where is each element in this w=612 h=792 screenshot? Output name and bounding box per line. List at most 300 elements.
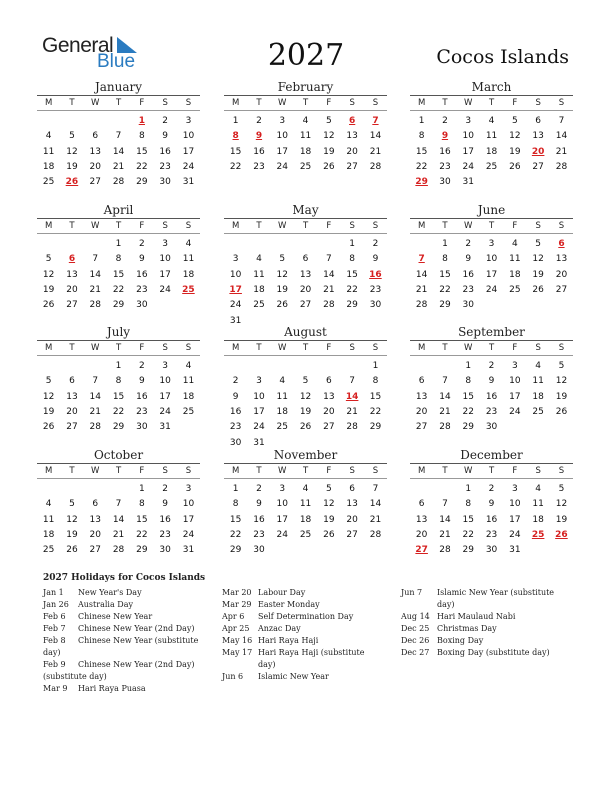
day-cell: 21: [323, 284, 335, 295]
holiday-day-cell: 6: [558, 239, 565, 249]
holiday-name: Self Determination Day: [258, 612, 354, 621]
weekday-header: S: [535, 343, 541, 353]
weekday-header: M: [417, 221, 426, 231]
day-cell: 21: [89, 284, 101, 295]
weekday-divider: [410, 233, 573, 234]
day-cell: 24: [253, 422, 265, 433]
day-cell: 23: [159, 161, 171, 172]
day-cell: 24: [509, 406, 521, 417]
holiday-day-cell: 20: [531, 146, 545, 157]
day-cell: 19: [323, 146, 335, 157]
day-cell: 31: [229, 315, 242, 326]
day-cell: 28: [415, 300, 428, 311]
day-cell: 26: [42, 422, 55, 433]
day-cell: 11: [253, 269, 265, 280]
weekday-header: S: [162, 466, 168, 476]
weekday-header: T: [69, 98, 75, 108]
day-cell: 4: [302, 484, 309, 494]
day-cell: 1: [465, 484, 472, 494]
day-cell: 11: [485, 131, 498, 142]
holiday-column: [401, 587, 573, 659]
calendar-year: 2027: [267, 38, 345, 73]
day-cell: 18: [485, 146, 498, 157]
day-cell: 9: [162, 131, 169, 142]
weekday-header: W: [91, 466, 100, 476]
holiday-entry: [43, 683, 203, 695]
day-cell: 6: [349, 484, 356, 494]
holiday-date: May 17: [222, 648, 253, 657]
day-cell: 11: [532, 376, 544, 387]
holiday-entry: [222, 647, 382, 671]
weekday-header: F: [139, 221, 145, 231]
day-cell: 20: [346, 514, 358, 525]
day-cell: 22: [229, 161, 242, 172]
weekday-header: T: [69, 466, 75, 476]
month-name: February: [277, 80, 334, 94]
day-cell: 18: [299, 514, 312, 525]
day-cell: 22: [346, 284, 358, 295]
day-cell: 3: [185, 116, 192, 126]
day-cell: 28: [346, 422, 358, 433]
day-cell: 1: [465, 361, 472, 371]
weekday-header: W: [91, 343, 100, 353]
weekday-header: T: [302, 221, 309, 231]
day-cell: 28: [89, 422, 101, 433]
weekday-header: S: [349, 98, 355, 108]
day-cell: 18: [299, 146, 312, 157]
weekday-divider: [37, 233, 200, 234]
day-cell: 10: [462, 131, 474, 142]
day-cell: 23: [229, 422, 242, 433]
day-cell: 1: [115, 361, 122, 371]
holiday-date: Feb 8: [43, 636, 66, 645]
day-cell: 18: [182, 269, 195, 280]
holiday-name: New Year's Day: [78, 588, 142, 597]
weekday-header: F: [139, 98, 145, 108]
holiday-name: Chinese New Year: [78, 612, 153, 621]
weekday-header: M: [44, 98, 53, 108]
day-cell: 17: [159, 391, 171, 402]
weekday-header: M: [44, 466, 53, 476]
day-cell: 16: [485, 514, 498, 525]
day-cell: 5: [302, 376, 309, 387]
day-cell: 28: [112, 545, 125, 556]
day-cell: 16: [253, 146, 265, 157]
day-cell: 17: [462, 146, 474, 157]
day-cell: 16: [159, 146, 171, 157]
weekday-divider: [37, 478, 200, 479]
day-cell: 23: [485, 529, 498, 540]
holiday-entry: [222, 599, 382, 611]
holiday-name: Chinese New Year (2nd Day): [78, 660, 195, 669]
holiday-day-cell: 8: [232, 131, 239, 142]
holiday-day-cell: 25: [182, 284, 195, 295]
month-name: May: [292, 203, 319, 217]
day-cell: 30: [439, 177, 451, 188]
day-cell: 2: [138, 239, 145, 249]
day-cell: 10: [509, 499, 521, 510]
holiday-date: Feb 9: [43, 660, 66, 669]
day-cell: 2: [162, 116, 169, 126]
holiday-day-cell: 25: [531, 529, 545, 540]
day-cell: 14: [369, 131, 382, 142]
day-cell: 13: [89, 146, 101, 157]
holiday-date: May 16: [222, 636, 253, 645]
day-cell: 15: [369, 391, 382, 402]
day-cell: 15: [112, 269, 125, 280]
day-cell: 8: [138, 499, 145, 510]
day-cell: 26: [299, 422, 312, 433]
month-divider: [410, 463, 573, 464]
day-cell: 13: [66, 391, 78, 402]
weekday-header: T: [256, 466, 262, 476]
weekday-header: W: [91, 221, 100, 231]
holiday-entry: [401, 587, 573, 611]
holiday-entry: [222, 611, 382, 623]
day-cell: 5: [45, 254, 52, 265]
weekday-header: F: [326, 221, 332, 231]
day-cell: 21: [369, 146, 382, 157]
day-cell: 6: [325, 376, 332, 387]
day-cell: 30: [136, 300, 148, 311]
day-cell: 8: [115, 376, 122, 387]
day-cell: 21: [112, 161, 125, 172]
day-cell: 12: [555, 499, 568, 510]
weekday-header: T: [488, 466, 495, 476]
day-cell: 22: [112, 284, 125, 295]
holiday-date: Mar 9: [43, 684, 68, 693]
day-cell: 15: [346, 269, 358, 280]
day-cell: 29: [439, 300, 451, 311]
holiday-name-continued: day): [43, 648, 61, 657]
day-cell: 22: [439, 284, 451, 295]
day-cell: 4: [45, 499, 52, 510]
day-cell: 17: [276, 146, 288, 157]
day-cell: 13: [299, 269, 312, 280]
weekday-header: F: [512, 98, 518, 108]
day-cell: 28: [439, 545, 451, 556]
holiday-date: Feb 7: [43, 624, 66, 633]
day-cell: 11: [182, 254, 195, 265]
day-cell: 28: [112, 177, 125, 188]
day-cell: 16: [439, 146, 451, 157]
day-cell: 9: [162, 499, 169, 510]
holiday-name: Christmas Day: [437, 624, 497, 633]
day-cell: 28: [369, 161, 382, 172]
day-cell: 12: [42, 391, 55, 402]
month-name: December: [460, 448, 523, 462]
holiday-day-cell: 6: [68, 254, 76, 265]
day-cell: 17: [182, 146, 195, 157]
weekday-header: W: [91, 98, 100, 108]
day-cell: 19: [509, 146, 521, 157]
day-cell: 4: [511, 239, 518, 249]
holiday-entry: [43, 611, 203, 623]
day-cell: 11: [509, 254, 521, 265]
day-cell: 2: [256, 484, 262, 494]
day-cell: 8: [372, 376, 379, 387]
day-cell: 12: [42, 269, 55, 280]
day-cell: 3: [488, 239, 495, 249]
day-cell: 29: [136, 545, 148, 556]
day-cell: 21: [439, 406, 451, 417]
day-cell: 11: [42, 146, 55, 157]
holiday-entry: [401, 647, 573, 659]
day-cell: 26: [509, 161, 521, 172]
weekday-header: F: [326, 343, 332, 353]
holiday-name: Boxing Day (substitute day): [437, 648, 550, 657]
weekday-header: M: [417, 466, 426, 476]
day-cell: 15: [439, 269, 451, 280]
day-cell: 9: [488, 376, 495, 387]
weekday-divider: [410, 110, 573, 111]
weekday-divider: [224, 478, 387, 479]
day-cell: 3: [232, 254, 239, 265]
day-cell: 4: [256, 254, 262, 265]
day-cell: 27: [89, 177, 101, 188]
day-cell: 22: [369, 406, 382, 417]
day-cell: 23: [136, 284, 148, 295]
day-cell: 11: [299, 499, 312, 510]
day-cell: 25: [42, 177, 55, 188]
day-cell: 13: [555, 254, 568, 265]
weekday-header: M: [231, 466, 240, 476]
day-cell: 23: [136, 406, 148, 417]
weekday-header: S: [535, 98, 541, 108]
month-name: March: [471, 80, 512, 94]
day-cell: 25: [299, 161, 312, 172]
day-cell: 15: [136, 146, 148, 157]
day-cell: 16: [253, 514, 265, 525]
day-cell: 26: [42, 300, 55, 311]
weekday-header: S: [558, 221, 565, 231]
holiday-date: Mar 20: [222, 588, 252, 597]
day-cell: 11: [182, 376, 195, 387]
holiday-name: Islamic New Year: [258, 672, 329, 681]
day-cell: 20: [323, 406, 335, 417]
holiday-name: Anzac Day: [258, 624, 301, 633]
holiday-day-cell: 7: [372, 116, 379, 126]
day-cell: 5: [45, 376, 52, 387]
holiday-day-cell: 26: [65, 177, 79, 188]
holiday-date: Jun 7: [401, 588, 423, 597]
day-cell: 9: [488, 499, 495, 510]
day-cell: 23: [253, 529, 265, 540]
weekday-header: T: [115, 343, 122, 353]
holiday-date: Aug 14: [401, 612, 430, 621]
weekday-header: W: [278, 98, 287, 108]
day-cell: 10: [182, 499, 195, 510]
day-cell: 30: [229, 437, 242, 448]
day-cell: 1: [232, 116, 239, 126]
day-cell: 7: [442, 499, 448, 510]
weekday-header: M: [231, 343, 240, 353]
day-cell: 18: [42, 161, 55, 172]
day-cell: 27: [323, 422, 335, 433]
day-cell: 12: [509, 131, 521, 142]
day-cell: 27: [346, 529, 358, 540]
holiday-day-cell: 26: [555, 529, 568, 540]
holiday-entry: [43, 635, 203, 659]
weekday-header: T: [115, 466, 122, 476]
weekday-header: S: [349, 466, 355, 476]
day-cell: 27: [299, 300, 312, 311]
weekday-header: T: [115, 221, 122, 231]
holiday-name: Islamic New Year (substitute day): [437, 588, 555, 609]
weekday-header: S: [185, 98, 192, 108]
day-cell: 11: [42, 514, 55, 525]
day-cell: 31: [509, 545, 521, 556]
day-cell: 25: [42, 545, 55, 556]
day-cell: 8: [442, 254, 448, 265]
weekday-header: T: [442, 98, 448, 108]
day-cell: 1: [115, 239, 122, 249]
month-name: September: [458, 325, 525, 339]
weekday-header: M: [417, 98, 426, 108]
day-cell: 26: [66, 545, 78, 556]
holiday-name: Hari Raya Haji: [258, 636, 319, 645]
day-cell: 19: [323, 514, 335, 525]
day-cell: 15: [229, 514, 242, 525]
holiday-day-cell: 7: [418, 254, 425, 265]
holiday-date: Apr 25: [222, 624, 250, 633]
holiday-date: Apr 6: [222, 612, 245, 621]
day-cell: 20: [299, 284, 312, 295]
day-cell: 2: [256, 116, 262, 126]
holiday-column: [222, 587, 382, 683]
day-cell: 30: [369, 300, 382, 311]
weekday-header: T: [69, 221, 75, 231]
weekday-divider: [37, 110, 200, 111]
day-cell: 5: [558, 361, 565, 371]
day-cell: 2: [488, 484, 495, 494]
day-cell: 18: [509, 269, 521, 280]
day-cell: 3: [465, 116, 472, 126]
day-cell: 28: [323, 300, 335, 311]
day-cell: 6: [418, 499, 425, 510]
day-cell: 22: [415, 161, 428, 172]
day-cell: 7: [92, 254, 99, 265]
holiday-name: Chinese New Year (substitute: [78, 636, 199, 645]
month-divider: [224, 463, 387, 464]
holiday-date: Dec 26: [401, 636, 430, 645]
day-cell: 24: [276, 161, 288, 172]
holiday-entry: [401, 611, 573, 623]
day-cell: 27: [66, 300, 78, 311]
day-cell: 12: [555, 376, 568, 387]
month-divider: [37, 95, 200, 96]
day-cell: 30: [136, 422, 148, 433]
day-cell: 21: [439, 529, 451, 540]
holiday-name: Labour Day: [258, 588, 306, 597]
day-cell: 13: [415, 514, 428, 525]
country-name: Cocos Islands: [436, 46, 569, 68]
day-cell: 7: [115, 131, 122, 142]
weekday-header: S: [349, 221, 355, 231]
day-cell: 3: [511, 484, 518, 494]
day-cell: 22: [136, 161, 148, 172]
day-cell: 25: [182, 406, 195, 417]
day-cell: 4: [535, 484, 542, 494]
day-cell: 10: [159, 376, 171, 387]
weekday-divider: [224, 233, 387, 234]
day-cell: 4: [45, 131, 52, 142]
weekday-header: S: [349, 343, 355, 353]
day-cell: 13: [346, 499, 358, 510]
day-cell: 17: [253, 406, 265, 417]
day-cell: 30: [159, 545, 171, 556]
holiday-entry: [43, 587, 203, 599]
weekday-header: T: [256, 221, 262, 231]
month-name: July: [106, 325, 131, 339]
holiday-name: Hari Maulaud Nabi: [437, 612, 516, 621]
day-cell: 13: [323, 391, 335, 402]
weekday-header: F: [512, 221, 518, 231]
day-cell: 3: [162, 361, 169, 371]
day-cell: 5: [535, 239, 542, 249]
day-cell: 13: [66, 269, 78, 280]
month-name: June: [477, 203, 506, 217]
holiday-day-cell: 27: [415, 545, 428, 556]
day-cell: 27: [346, 161, 358, 172]
day-cell: 4: [535, 361, 542, 371]
day-cell: 11: [532, 499, 544, 510]
holiday-day-cell: 9: [255, 131, 263, 142]
day-cell: 19: [276, 284, 288, 295]
day-cell: 14: [89, 391, 101, 402]
weekday-header: S: [372, 343, 379, 353]
day-cell: 16: [136, 391, 148, 402]
day-cell: 9: [232, 391, 239, 402]
day-cell: 16: [159, 514, 171, 525]
weekday-divider: [410, 355, 573, 356]
weekday-header: S: [162, 98, 168, 108]
day-cell: 6: [92, 131, 99, 142]
day-cell: 19: [532, 269, 544, 280]
day-cell: 30: [485, 422, 498, 433]
day-cell: 9: [138, 254, 145, 265]
day-cell: 12: [323, 499, 335, 510]
weekday-divider: [410, 478, 573, 479]
weekday-header: M: [231, 221, 240, 231]
day-cell: 3: [279, 116, 286, 126]
day-cell: 14: [439, 514, 451, 525]
day-cell: 24: [509, 529, 521, 540]
weekday-header: T: [442, 466, 448, 476]
weekday-header: T: [256, 343, 262, 353]
day-cell: 13: [346, 131, 358, 142]
weekday-divider: [224, 355, 387, 356]
month-divider: [224, 340, 387, 341]
day-cell: 14: [415, 269, 428, 280]
day-cell: 19: [555, 514, 568, 525]
day-cell: 7: [372, 484, 379, 494]
day-cell: 17: [509, 391, 521, 402]
weekday-header: T: [69, 343, 75, 353]
holiday-name-continued: (substitute day): [43, 672, 107, 681]
day-cell: 9: [256, 499, 262, 510]
holiday-column: [43, 587, 203, 695]
day-cell: 12: [323, 131, 335, 142]
month-name: January: [94, 80, 143, 94]
day-cell: 3: [162, 239, 169, 249]
day-cell: 22: [462, 529, 474, 540]
holidays-title: 2027 Holidays for Cocos Islands: [43, 573, 206, 583]
day-cell: 28: [439, 422, 451, 433]
weekday-header: F: [512, 466, 518, 476]
day-cell: 2: [465, 239, 472, 249]
day-cell: 24: [182, 161, 195, 172]
